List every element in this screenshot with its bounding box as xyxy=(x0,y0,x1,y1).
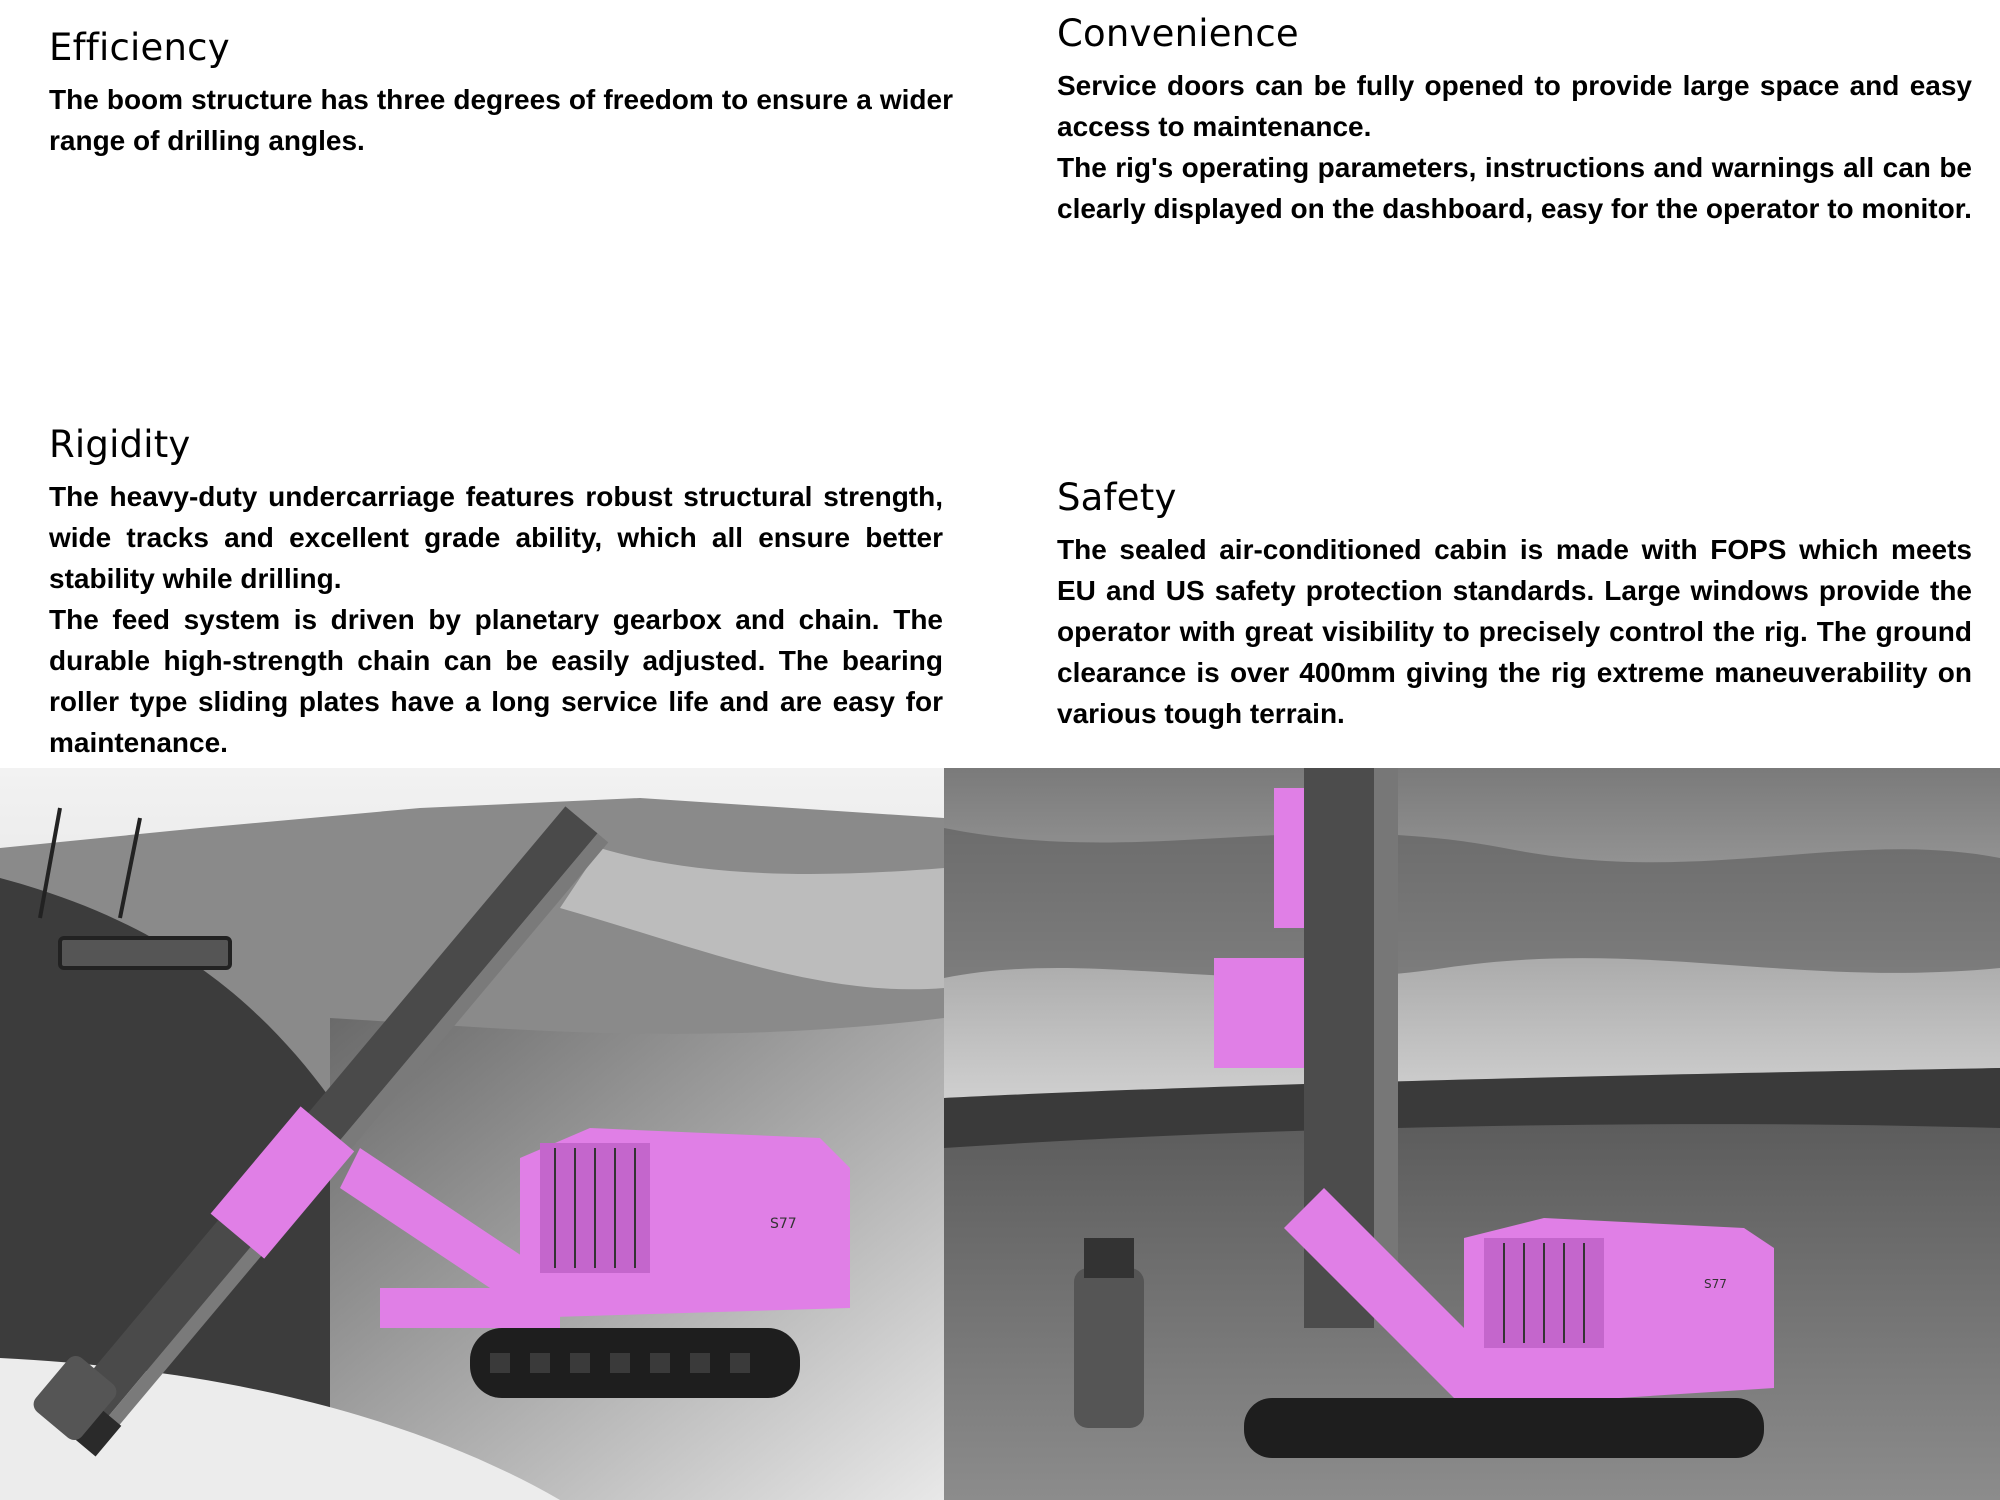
efficiency-paragraph-1: The boom structure has three degrees of freedom to ensure a wider range of drilling angles. xyxy=(49,84,953,156)
drill-rig-photo-left xyxy=(0,768,944,1500)
safety-paragraph-1: The sealed air-conditioned cabin is made with FOPS which meets EU and US safety protection standards. Large windows provide the operator with great visibility to precisely control the rig. The ground clearance is over 400mm giving the rig extreme maneuverability on various tough terrain. xyxy=(1057,534,1972,729)
drill-rig-photo-right xyxy=(944,768,2000,1500)
model-label-right: S77 xyxy=(1704,1277,1727,1291)
rigidity-paragraph-2: The feed system is driven by planetary gearbox and chain. The durable high-strength chain can be easily adjusted. The bearing roller type sliding plates have a long service life and are easy for maintenance. xyxy=(49,604,943,758)
safety-section xyxy=(1057,476,1972,734)
rigidity-heading: Rigidity xyxy=(49,423,191,466)
safety-heading: Safety xyxy=(1057,476,1177,519)
convenience-section xyxy=(1057,12,1972,229)
rigidity-section xyxy=(49,423,943,763)
rigidity-paragraph-1: The heavy-duty undercarriage features robust structural strength, wide tracks and excellent grade ability, which all ensure better stability while drilling. xyxy=(49,481,943,594)
convenience-paragraph-2: The rig's operating parameters, instructions and warnings all can be clearly displayed on the dashboard, easy for the operator to monitor. xyxy=(1057,152,1972,224)
efficiency-heading: Efficiency xyxy=(49,26,230,69)
efficiency-section xyxy=(49,26,953,161)
model-label-left: S77 xyxy=(770,1216,797,1232)
convenience-paragraph-1: Service doors can be fully opened to provide large space and easy access to maintenance. xyxy=(1057,70,1972,142)
convenience-heading: Convenience xyxy=(1057,12,1299,55)
